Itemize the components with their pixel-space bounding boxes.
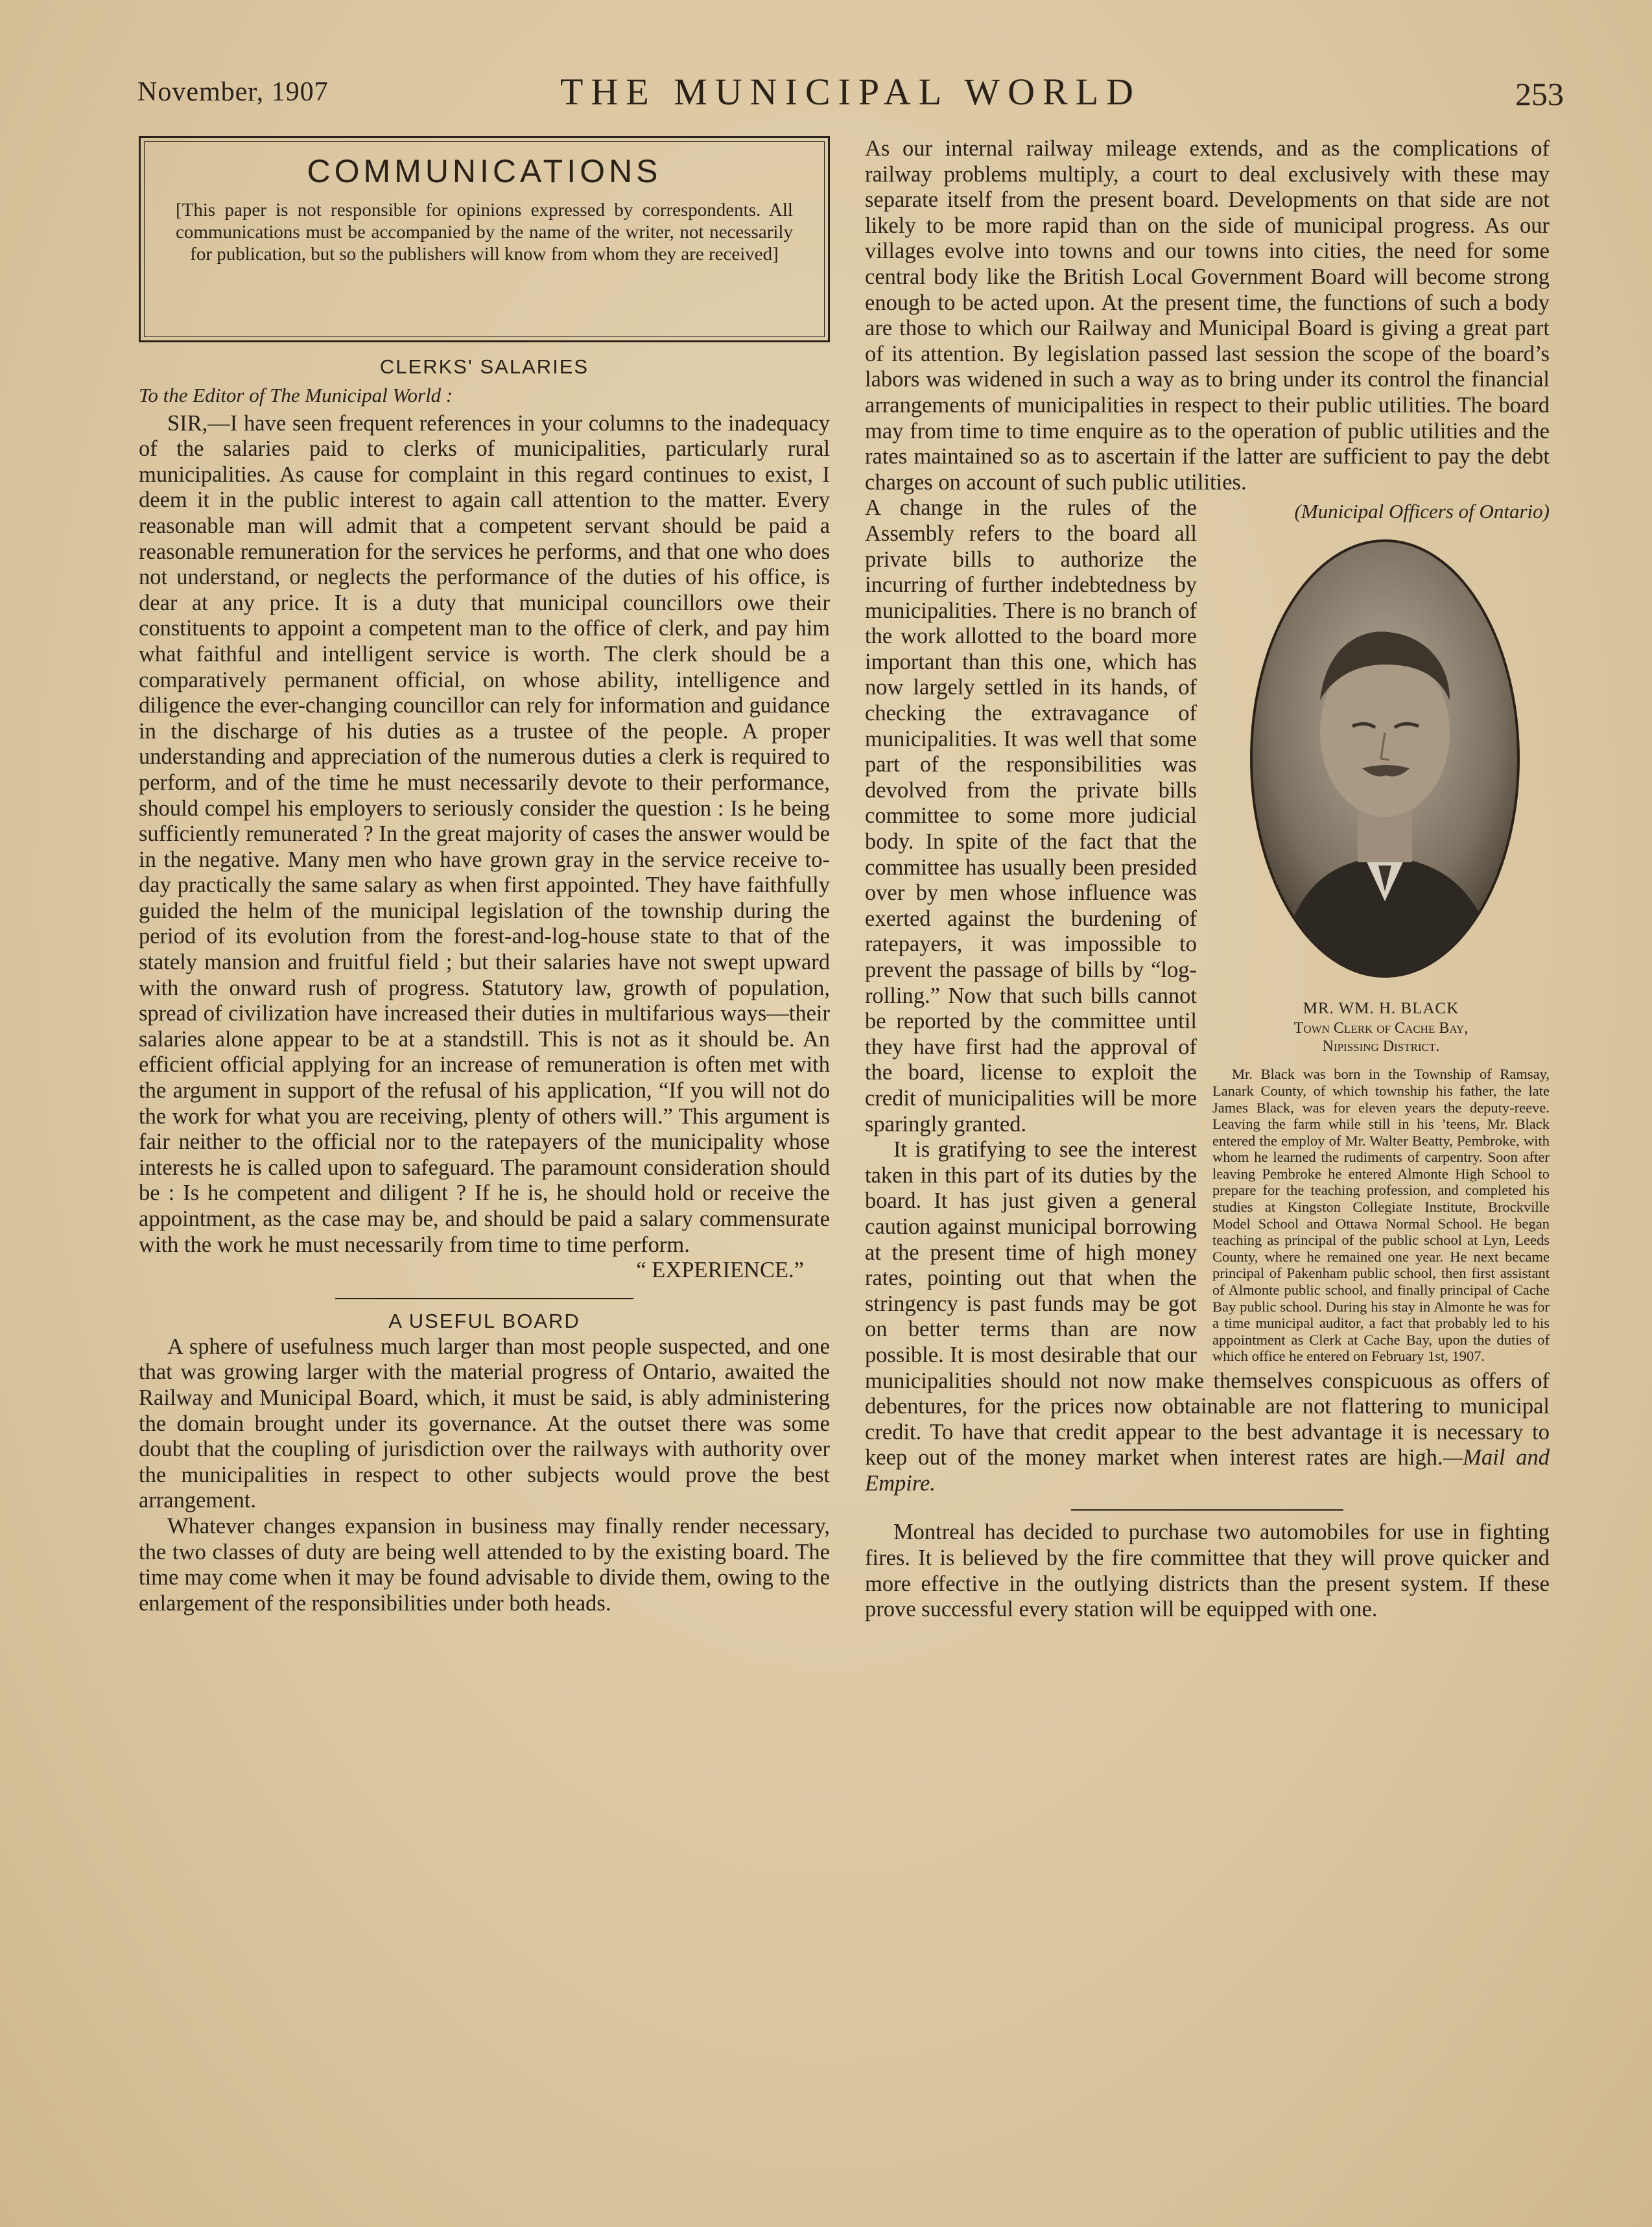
- portrait-caption-role-2: Nipissing District.: [1322, 1038, 1440, 1055]
- communications-box-inner: [144, 141, 825, 337]
- portrait-credit: (Municipal Officers of Ontario): [1294, 500, 1550, 523]
- issue-date: November, 1907: [137, 77, 329, 107]
- letter-signature: “ EXPERIENCE.”: [636, 1258, 804, 1283]
- useful-board-heading: A USEFUL BOARD: [388, 1309, 580, 1332]
- page-number: 253: [1515, 76, 1564, 112]
- useful-board-paragraph-4: A change in the rules of the Assembly refers to the board all private bills to authorize the incurring of further indebtedness by municipalities. There is no branch of the work allotted to the board more important than this one, which has now largely settled in its hands, of checking the extravagance of municipalities. It was well that some part of the responsibilities was devolved from the private bills committee to some more judicial body. In spite of the fact that the committee has usually been presided over by men whose influence was exerted against the burdening of ratepayers, it was impossible to prevent the passage of bills by “log-rolling.” Now that such bills cannot be reported by the committee until they have first had the approval of the board, license to exploit the credit of municipalities will be more sparingly granted.: [865, 495, 1197, 1137]
- useful-board-source: —Mail and Empire.: [865, 1445, 1550, 1496]
- useful-board-paragraph-3: As our internal railway mileage extends, and as the complications of railway problems multiply, a court to deal exclusively with these may separate itself from the present board. Developments on that side are not likely to be more rapid than on the side of municipal progress. As our villages evolve into towns and our towns into cities, the need for some central body like the British Local Government Board will become strong enough to be acted upon. At the present time, the functions of such a body are those to which our Railway and Municipal Board is giving a great part of its attention. By legislation passed last session the scope of the board’s labors was widened in such a way as to bring under its control the financial arrangements of municipalities in respect to their public utilities. The board may from time to time enquire as to the operation of public utilities and the rates maintained so as to ascertain if the latter are sufficient to pay the debt charges on account of such public utilities.: [865, 136, 1550, 495]
- portrait-caption-role-1: Town Clerk of Cache Bay,: [1293, 1020, 1469, 1037]
- clerks-salaries-heading: CLERKS' SALARIES: [379, 355, 589, 378]
- section-divider-2: [1071, 1509, 1343, 1511]
- portrait-caption-name: MR. WM. H. BLACK: [1303, 1000, 1459, 1018]
- communications-title: COMMUNICATIONS: [307, 153, 662, 189]
- portrait-photo: [1249, 538, 1521, 979]
- left-column: [139, 136, 830, 1616]
- communications-disclaimer: [This paper is not responsible for opinions expressed by correspondents. All communications must be accompanied by the name of the writer, not necessarily for publication, but so the publishers will know from whom they are received]: [176, 199, 793, 265]
- montreal-item: Montreal has decided to purchase two automobiles for use in fighting fires. It is believed by the fire committee that they will prove quicker and more effective in the outlying districts than the present system. If these prove successful every station will be equipped with one.: [865, 1520, 1550, 1622]
- page-header: [137, 70, 1564, 115]
- clerks-salaries-body: SIR,—I have seen frequent references in your columns to the inadequacy of the salaries paid to clerks of municipalities, particularly rural municipalities. As cause for complaint in this regard continues to exist, I deem it in the public interest to again call attention to the matter. Every reasonable man will admit that a competent servant should be paid a reasonable remuneration for the services he performs, and that one who does not understand, or neglects the performance of the duties of his office, is dear at any price. It is a duty that municipal councillors owe their constituents to appoint a competent man to the office of clerk, and pay him what faithful and intelligent service is worth. The clerk should be a comparatively permanent official, on whose ability, intelligence and diligence the ever-changing councillor can rely for information and guidance in the discharge of his duties as a trustee of the people. A proper understanding and appreciation of the numerous duties a clerk is required to perform, and of the time he must necessarily devote to their performance, should compel his employers to seriously consider the question : Is he being sufficiently remunerated ? In the great majority of cases the answer would be in the negative. Many men who have grown gray in the service receive to-day practically the same salary as when first appointed. They have faithfully guided the helm of the municipal legislation of the township during the period of its evolution from the forest-and-log-house state to that of the stately mansion and fruitful field ; but their salaries have not swept upward with the onward rush of progress. Statutory law, growth of population, spread of civilization have increased their duties in multifarious ways—their salaries alone appear to be at a standstill. This is not as it should be. An efficient official applying for an increase of remuneration is often met with the argument in support of the refusal of his application, “If you will not do the work for what you are receiving, plenty of others will.” This argument is fair neither to the official nor to the ratepayers of the municipality whose interests he is called upon to safeguard. The paramount consideration should be : Is he competent and diligent ? If he is, he should hold or receive the appointment, as the case may be, and should be paid a salary commensurate with the work he must necessarily from time to time perform.: [139, 410, 830, 1257]
- publication-title: THE MUNICIPAL WORLD: [560, 71, 1142, 113]
- right-column: [865, 136, 1550, 1623]
- portrait-biography: Mr. Black was born in the Township of Ramsay, Lanark County, of which township his father, the late James Black, was for eleven years the deputy-reeve. Leaving the farm while still in his ’teens, Mr. Black entered the employ of Mr. Walter Beatty, Pembroke, with whom he learned the rudiments of carpentry. Soon after leaving Pembroke he entered Almonte High School to prepare for the teaching profession, and completed his studies at Kingston Collegiate Institute, Brockville Model School and Ottawa Normal School. He began teaching as principal of the public school at Lyn, Leeds County, where he remained one year. He next became principal of Pakenham public school, then first assistant of Almonte public school, and finally principal of Cache Bay public school. During his stay in Almonte he was for a time municipal auditor, a fact that probably led to his appointment as Clerk at Cache Bay, upon the duties of which office he entered on February 1st, 1907.: [1212, 1066, 1550, 1365]
- portrait-block: [1212, 499, 1550, 1365]
- portrait-frame: [1212, 538, 1550, 985]
- letter-salutation: To the Editor of The Municipal World :: [139, 384, 453, 407]
- communications-box: [139, 136, 830, 342]
- useful-board-paragraph-2: Whatever changes expansion in business may finally render necessary, the two classes of duty are being well attended to by the existing board. The time may come when it may be found advisable to divide them, owing to the enlargement of the responsibilities under both heads.: [139, 1513, 830, 1616]
- section-divider: [335, 1298, 633, 1299]
- useful-board-paragraph-5-text: It is gratifying to see the interest taken in this part of its duties by the board. It has just given a general caution against municipal borrowing at the present time of high money rates, pointing out that when the stringency is past funds may be got on better terms than are now possible. It is most desirable that our municipalities should not now make themselves conspicuous as offers of debentures, for the prices now obtainable are not flattering to municipal credit. To have that credit appear to the best advantage it is necessary to keep out of the money market when interest rates are high.: [865, 1137, 1550, 1470]
- useful-board-paragraph-1: A sphere of usefulness much larger than most people suspected, and one that was growing larger with the material progress of Ontario, awaited the Railway and Municipal Board, which, it must be said, is ably administering the domain brought under its governance. At the outset there was some doubt that the coupling of jurisdiction over the railways with authority over the municipalities in respect to other subjects would prove the best arrangement.: [139, 1334, 830, 1513]
